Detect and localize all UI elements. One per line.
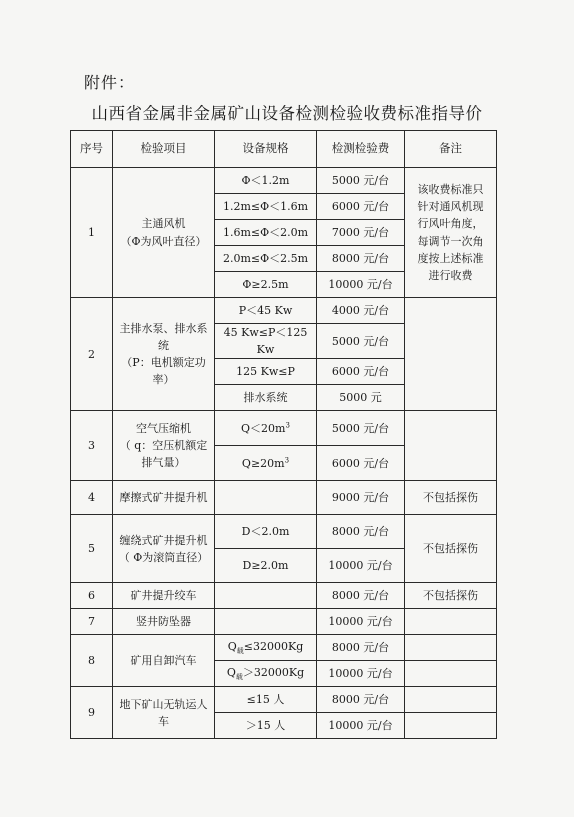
- item-cell: [113, 168, 215, 298]
- fee-cell: 7000 元/台: [317, 220, 405, 246]
- remark-line: 针对通风机现: [417, 200, 484, 214]
- seq-cell: 8: [71, 635, 113, 687]
- header-remark: 备注: [405, 131, 497, 168]
- load-subscript: 载: [236, 647, 244, 656]
- table-row: [71, 635, 497, 661]
- spec-cell: 125 Kw≤P: [215, 359, 317, 385]
- spec-cell: ≤15 人: [215, 687, 317, 713]
- item-line: 地下矿山无轨运人: [119, 697, 208, 711]
- remark-cell: [405, 168, 497, 298]
- fee-table: [70, 130, 497, 739]
- table-row: [71, 298, 497, 324]
- header-fee: 检测检验费: [317, 131, 405, 168]
- fee-cell: 10000 元/台: [317, 272, 405, 298]
- fee-cell: 6000 元/台: [317, 359, 405, 385]
- header-spec: 设备规格: [215, 131, 317, 168]
- fee-cell: 8000 元/台: [317, 635, 405, 661]
- item-line: （Φ为风叶直径）: [120, 234, 207, 248]
- remark-line: 进行收费: [428, 268, 473, 282]
- fee-cell: 6000 元/台: [317, 446, 405, 481]
- table-row: [71, 583, 497, 609]
- spec-cell: $Q<20m^3$: [215, 411, 317, 446]
- item-cell: [113, 411, 215, 481]
- remark-cell: [405, 661, 497, 687]
- remark-cell: [405, 635, 497, 661]
- item-line: 主通风机: [141, 217, 186, 231]
- fee-cell: 10000 元/台: [317, 713, 405, 739]
- fee-cell: 5000 元/台: [317, 324, 405, 359]
- spec-cell: [215, 609, 317, 635]
- remark-cell: [405, 713, 497, 739]
- remark-cell: [405, 298, 497, 411]
- item-line: 车: [158, 714, 169, 728]
- item-cell: 竖井防坠器: [113, 609, 215, 635]
- fee-cell: 9000 元/台: [317, 481, 405, 515]
- remark-line: 度按上述标准: [417, 251, 484, 265]
- item-cell: 矿井提升绞车: [113, 583, 215, 609]
- remark-cell: [405, 411, 497, 481]
- item-line: 缠绕式矿井提升机: [119, 533, 208, 547]
- table-row: [71, 687, 497, 713]
- spec-cell: D＜2.0m: [215, 515, 317, 549]
- item-cell: [113, 515, 215, 583]
- table-row: [71, 481, 497, 515]
- fee-cell: 10000 元/台: [317, 549, 405, 583]
- remark-cell: [405, 687, 497, 713]
- attachment-label: 附件：: [84, 73, 136, 92]
- item-line: 空气压缩机: [136, 422, 191, 436]
- spec-cell: 45 Kw≤P＜125 Kw: [215, 324, 317, 359]
- fee-cell: 8000 元/台: [317, 687, 405, 713]
- seq-cell: 4: [71, 481, 113, 515]
- table-row: [71, 168, 497, 194]
- remark-line: 每调节一次角: [417, 234, 484, 248]
- spec-cell: 1.2m≤Φ＜1.6m: [215, 194, 317, 220]
- seq-cell: 3: [71, 411, 113, 481]
- seq-cell: 1: [71, 168, 113, 298]
- fee-cell: 8000 元/台: [317, 246, 405, 272]
- item-line: （P：电机额定功: [121, 356, 206, 370]
- fee-cell: 8000 元/台: [317, 515, 405, 549]
- spec-cell: P＜45 Kw: [215, 298, 317, 324]
- header-item: 检验项目: [113, 131, 215, 168]
- spec-cell: 2.0m≤Φ＜2.5m: [215, 246, 317, 272]
- fee-cell: 10000 元/台: [317, 661, 405, 687]
- seq-cell: 5: [71, 515, 113, 583]
- fee-cell: 6000 元/台: [317, 194, 405, 220]
- remark-cell: 不包括探伤: [405, 515, 497, 583]
- spec-cell: D≥2.0m: [215, 549, 317, 583]
- remark-cell: 不包括探伤: [405, 583, 497, 609]
- spec-cell: $Q_载\le 32000Kg$: [215, 635, 317, 661]
- seq-cell: 6: [71, 583, 113, 609]
- item-line: （ Φ为滚筒直径）: [118, 550, 209, 564]
- item-line: 率）: [152, 373, 175, 387]
- spec-cell: $Q\ge 20m^3$: [215, 446, 317, 481]
- fee-cell: 5000 元/台: [317, 168, 405, 194]
- remark-line: 行风叶角度，: [417, 217, 484, 231]
- fee-cell: 10000 元/台: [317, 609, 405, 635]
- fee-cell: 5000 元/台: [317, 411, 405, 446]
- item-cell: 摩擦式矿井提升机: [113, 481, 215, 515]
- header-seq: 序号: [71, 131, 113, 168]
- spec-cell: 1.6m≤Φ＜2.0m: [215, 220, 317, 246]
- document-title: 山西省金属非金属矿山设备检测检验收费标准指导价: [91, 104, 483, 123]
- unit-superscript: 3: [285, 420, 290, 429]
- table-header-row: [71, 131, 497, 168]
- spec-cell: [215, 481, 317, 515]
- fee-cell: 8000 元/台: [317, 583, 405, 609]
- item-line: 主排水泵、排水系: [119, 321, 208, 335]
- spec-cell: ＞15 人: [215, 713, 317, 739]
- fee-cell: 4000 元/台: [317, 298, 405, 324]
- table-row: [71, 411, 497, 446]
- item-line: 排气量）: [141, 456, 186, 470]
- item-cell: [113, 298, 215, 411]
- item-line: （ q：空压机额定: [119, 439, 208, 453]
- remark-cell: [405, 609, 497, 635]
- spec-cell: 排水系统: [215, 385, 317, 411]
- table-row: [71, 609, 497, 635]
- fee-cell: 5000 元: [317, 385, 405, 411]
- table-row: [71, 515, 497, 549]
- load-subscript: 载: [235, 673, 243, 682]
- unit-superscript: 3: [284, 455, 290, 464]
- seq-cell: 2: [71, 298, 113, 411]
- item-cell: [113, 687, 215, 739]
- seq-cell: 7: [71, 609, 113, 635]
- spec-cell: Φ≥2.5m: [215, 272, 317, 298]
- item-cell: 矿用自卸汽车: [113, 635, 215, 687]
- item-line: 统: [158, 339, 169, 352]
- spec-cell: Φ＜1.2m: [215, 168, 317, 194]
- spec-cell: $Q_载>32000Kg$: [215, 661, 317, 687]
- remark-cell: 不包括探伤: [405, 481, 497, 515]
- spec-cell: [215, 583, 317, 609]
- seq-cell: 9: [71, 687, 113, 739]
- remark-line: 该收费标准只: [417, 183, 484, 197]
